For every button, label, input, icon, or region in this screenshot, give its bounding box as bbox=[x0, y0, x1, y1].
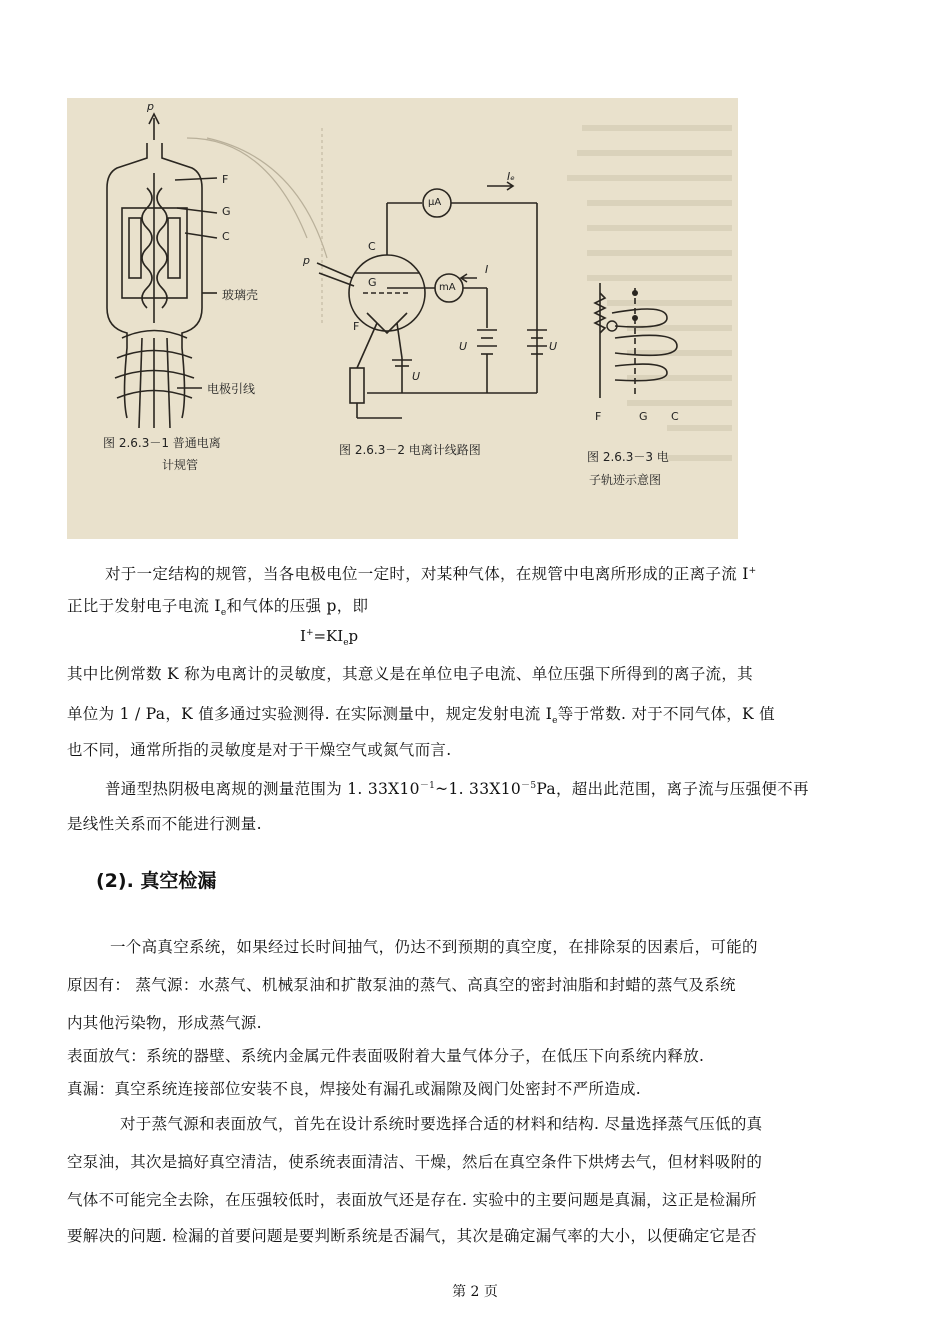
paragraph3-line1 bbox=[105, 776, 809, 799]
voltage-ug-label: U bbox=[459, 340, 468, 353]
paragraph7-line3: 气体不可能完全去除，在压强较低时，表面放气还是存在. 实验中的主要问题是真漏，这正是检漏所 bbox=[67, 1191, 757, 1209]
paragraph3-line1-sup1: －1 bbox=[419, 781, 436, 791]
paragraph7-line1: 对于蒸气源和表面放气，首先在设计系统时要选择合适的材料和结构. 尽量选择蒸气压低的真 bbox=[120, 1115, 763, 1133]
formula-ki: =KI bbox=[313, 627, 344, 645]
current-ie-label: Iₑ bbox=[507, 170, 515, 183]
paragraph5: 表面放气：系统的器壁、系统内金属元件表面吸附着大量气体分子，在低压下向系统内释放. bbox=[67, 1047, 705, 1065]
paragraph1-line2-sub: e bbox=[220, 608, 227, 619]
formula-i: I bbox=[300, 627, 306, 645]
fig2-label-p: p bbox=[303, 254, 310, 267]
paragraph2-line1: 其中比例常数 K 称为电离计的灵敏度，其意义是在单位电子电流、单位压强下所得到的离子流，其 bbox=[67, 665, 753, 683]
paragraph4-line2: 原因有： 蒸气源：水蒸气、机械泵油和扩散泵油的蒸气、高真空的密封油脂和封蜡的蒸气及系统 bbox=[67, 976, 736, 994]
fig3-label-c: C bbox=[671, 410, 679, 423]
fig2-label-c: C bbox=[368, 240, 376, 253]
paragraph2-line2-text-b: 等于常数. 对于不同气体，K 值 bbox=[557, 705, 775, 723]
paragraph2-line3: 也不同，通常所指的灵敏度是对于干燥空气或氮气而言. bbox=[67, 741, 452, 759]
fig3-label-f: F bbox=[595, 410, 602, 423]
paragraph1-line1 bbox=[105, 561, 757, 584]
fig3-caption-line2: 子轨迹示意图 bbox=[589, 473, 662, 487]
formula bbox=[300, 627, 358, 648]
paragraph1-line2 bbox=[67, 596, 368, 623]
formula-sub: e bbox=[343, 638, 349, 648]
fig1-caption-line2: 计规管 bbox=[162, 458, 199, 472]
paragraph2-line2 bbox=[67, 704, 775, 731]
fig1-label-p: p bbox=[147, 100, 154, 113]
paragraph1-line2-text-a: 正比于发射电子电流 I bbox=[67, 597, 221, 615]
paragraph1-line1-text: 对于一定结构的规管，当各电极电位一定时，对某种气体，在规管中电离所形成的正离子流 I bbox=[105, 565, 749, 584]
formula-sup: + bbox=[305, 628, 314, 638]
paragraph1-line2-text-b: 和气体的压强 p，即 bbox=[226, 597, 369, 615]
page-number: 第 2 页 bbox=[452, 1284, 498, 1300]
scanned-figure bbox=[67, 98, 738, 539]
fig1-label-lead: 电极引线 bbox=[207, 382, 256, 396]
paragraph2-line2-text-a: 单位为 1 / Pa，K 值多通过实验测得. 在实际测量中，规定发射电流 I bbox=[67, 705, 553, 723]
paragraph2-line2-sub: e bbox=[552, 716, 558, 727]
fig2-caption: 图 2.6.3－2 电离计线路图 bbox=[339, 443, 481, 457]
paragraph4-line3: 内其他污染物，形成蒸气源. bbox=[67, 1014, 262, 1032]
voltage-uc-label: U bbox=[549, 340, 558, 353]
fig2-label-f: F bbox=[353, 320, 360, 333]
paragraph7-line4: 要解决的问题. 检漏的首要问题是要判断系统是否漏气，其次是确定漏气率的大小，以便确定它是否 bbox=[67, 1227, 757, 1245]
paragraph4-line1: 一个高真空系统，如果经过长时间抽气，仍达不到预期的真空度，在排除泵的因素后，可能的 bbox=[110, 938, 758, 956]
current-ip-label: I bbox=[485, 263, 489, 276]
voltage-uh-label: U bbox=[412, 370, 421, 383]
paragraph3-line2: 是线性关系而不能进行测量. bbox=[67, 815, 262, 833]
paragraph1-line1-sup: + bbox=[748, 566, 757, 576]
paragraph3-line1-text-b: ~1. 33X10 bbox=[435, 780, 522, 799]
fig1-caption-line1: 图 2.6.3－1 普通电离 bbox=[103, 436, 221, 450]
paragraph6: 真漏：真空系统连接部位安装不良，焊接处有漏孔或漏隙及阀门处密封不严所造成. bbox=[67, 1080, 642, 1098]
fig3-label-g: G bbox=[639, 410, 648, 423]
fig1-label-f: F bbox=[222, 173, 229, 186]
paragraph3-line1-text-a: 普通型热阴极电离规的测量范围为 1. 33X10 bbox=[105, 780, 420, 799]
paragraph7-line2: 空泵油，其次是搞好真空清洁，使系统表面清洁、干燥，然后在真空条件下烘烤去气，但材料吸附的 bbox=[67, 1153, 763, 1171]
milliammeter-label: mA bbox=[439, 282, 456, 293]
paragraph3-line1-text-c: Pa，超出此范围，离子流与压强便不再 bbox=[536, 780, 809, 799]
microammeter-label: μA bbox=[428, 197, 442, 208]
fig1-label-g: G bbox=[222, 205, 231, 218]
paragraph3-line1-sup2: －5 bbox=[521, 781, 537, 791]
fig2-label-g: G bbox=[368, 276, 377, 289]
fig3-caption-line1: 图 2.6.3－3 电 bbox=[587, 450, 669, 464]
section-heading: (2). 真空检漏 bbox=[96, 870, 217, 892]
fig1-label-c: C bbox=[222, 230, 230, 243]
fig1-label-glass: 玻璃壳 bbox=[222, 288, 259, 302]
formula-p: p bbox=[348, 627, 359, 645]
